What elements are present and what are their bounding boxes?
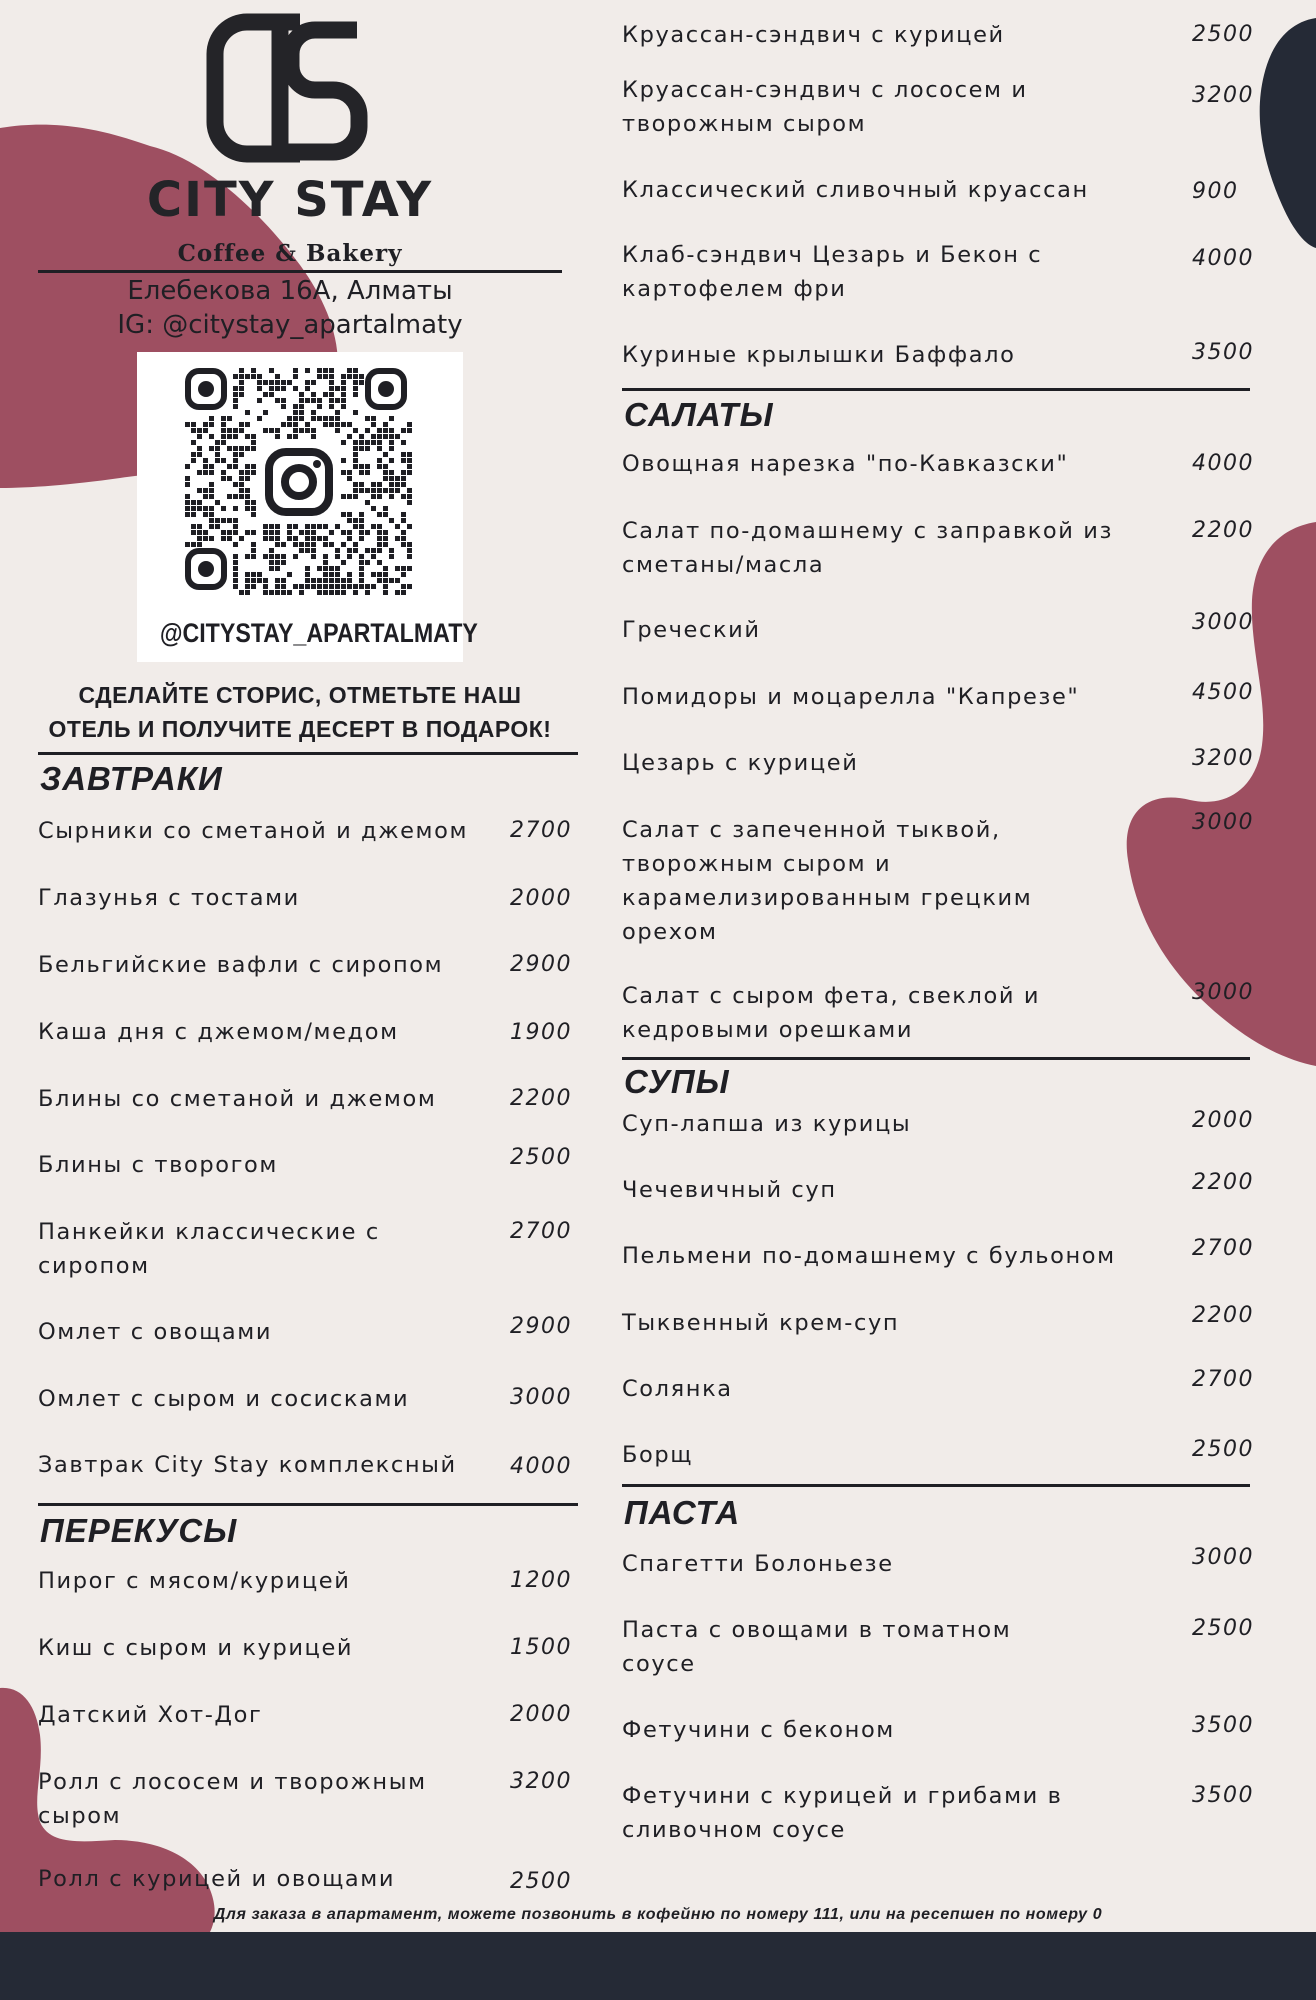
item-name: Клаб-сэндвич Цезарь и Бекон с картофелем фри: [622, 242, 1043, 302]
item-name: Панкейки классические с сиропом: [38, 1219, 380, 1279]
item-name: Глазунья с тостами: [38, 885, 300, 911]
item-price: 4000: [510, 1454, 572, 1479]
item-name: Блины со сметаной и джемом: [38, 1086, 437, 1112]
section-title-salads: САЛАТЫ: [624, 396, 774, 433]
item-price: 3500: [1192, 340, 1254, 365]
promo-line-1: СДЕЛАЙТЕ СТОРИС, ОТМЕТЬТЕ НАШ: [78, 682, 522, 708]
item-name: Омлет с сыром и сосисками: [38, 1386, 410, 1412]
item-price: 2200: [1192, 1303, 1254, 1328]
item-name: Омлет с овощами: [38, 1319, 273, 1345]
item-name: Цезарь с курицей: [622, 750, 859, 776]
cs-monogram-icon: [205, 8, 370, 168]
footer-bar: [0, 1932, 1316, 2000]
item-price: 1900: [510, 1020, 572, 1045]
item-price: 3200: [1192, 83, 1254, 108]
salads-divider: [622, 388, 1250, 391]
brand-subtitle: Coffee & Bakery: [177, 240, 403, 267]
item-price: 2700: [510, 818, 572, 843]
item-price: 1500: [510, 1635, 572, 1660]
item-name: Куриные крылышки Баффало: [622, 342, 1016, 368]
item-price: 2000: [510, 886, 572, 911]
qr-handle-label: @CITYSTAY_APARTALMATY: [159, 618, 478, 648]
item-name: Бельгийские вафли с сиропом: [38, 952, 444, 978]
item-name: Помидоры и моцарелла "Капрезе": [622, 684, 1080, 710]
item-price: 2700: [510, 1219, 572, 1244]
item-name: Датский Хот-Дог: [38, 1702, 263, 1728]
item-price: 2700: [1192, 1367, 1254, 1392]
item-name: Суп-лапша из курицы: [622, 1111, 912, 1137]
qr-code-card[interactable]: [137, 352, 478, 662]
item-name: Фетучини с беконом: [622, 1717, 895, 1743]
item-name: Салат с сыром фета, свеклой и кедровыми орешками: [622, 983, 1041, 1043]
item-name: Завтрак City Stay комплексный: [38, 1452, 457, 1478]
item-price: 3000: [510, 1385, 572, 1410]
promo-line-2: ОТЕЛЬ И ПОЛУЧИТЕ ДЕСЕРТ В ПОДАРОК!: [48, 716, 552, 742]
item-price: 2500: [510, 1145, 572, 1170]
item-name: Борщ: [622, 1442, 694, 1468]
item-price: 2500: [1192, 1437, 1254, 1462]
item-price: 2700: [1192, 1236, 1254, 1261]
item-price: 4000: [1192, 246, 1254, 271]
item-name: Киш с сыром и курицей: [38, 1635, 354, 1661]
item-name: Тыквенный крем-суп: [622, 1310, 900, 1336]
item-name: Греческий: [622, 617, 761, 643]
soups-divider: [622, 1057, 1250, 1060]
item-name: Каша дня с джемом/медом: [38, 1019, 399, 1045]
item-price: 3200: [510, 1769, 572, 1794]
item-name: Солянка: [622, 1376, 733, 1402]
item-name: Овощная нарезка "по-Кавказски": [622, 451, 1069, 477]
item-price: 3200: [1192, 746, 1254, 771]
item-name: Классический сливочный круассан: [622, 177, 1089, 203]
brand-divider: [38, 270, 562, 273]
section-title-snacks: ПЕРЕКУСЫ: [40, 1512, 238, 1549]
address: Елебекова 16А, Алматы: [127, 276, 453, 306]
section-title-pasta: ПАСТА: [624, 1494, 741, 1531]
item-price: 3000: [1192, 610, 1254, 635]
item-price: 3000: [1192, 810, 1254, 835]
item-price: 1200: [510, 1568, 572, 1593]
promo-text: [30, 678, 570, 746]
item-name: Блины с творогом: [38, 1152, 278, 1178]
item-price: 3500: [1192, 1713, 1254, 1738]
snacks-divider: [38, 1503, 578, 1506]
item-name: Ролл с лососем и творожным сыром: [38, 1769, 427, 1829]
section-title-soups: СУПЫ: [624, 1063, 730, 1100]
item-price: 2000: [510, 1702, 572, 1727]
item-name: Салат по-домашнему с заправкой из сметаны/масла: [622, 518, 1114, 578]
item-name: Спагетти Болоньезе: [622, 1551, 894, 1577]
instagram-qr-icon: [137, 352, 463, 614]
item-price: 3000: [1192, 980, 1254, 1005]
footer-note: Для заказа в апартамент, можете позвонить в кофейню по номеру 111, или на ресепшен по номеру 0: [213, 1906, 1103, 1923]
item-name: Салат с запеченной тыквой, творожным сыром и карамелизированным грецким орехом: [622, 817, 1033, 945]
item-price: 4500: [1192, 680, 1254, 705]
breakfast-divider: [38, 752, 578, 755]
item-price: 900: [1192, 179, 1239, 204]
item-name: Чечевичный суп: [622, 1177, 837, 1203]
item-name: Пельмени по-домашнему с бульоном: [622, 1243, 1116, 1269]
brand-name: CITY STAY: [146, 172, 434, 228]
item-name: Круассан-сэндвич с лососем и творожным сыром: [622, 77, 1028, 137]
item-price: 2200: [1192, 518, 1254, 543]
pasta-divider: [622, 1484, 1250, 1487]
item-name: Пирог с мясом/курицей: [38, 1568, 351, 1594]
item-price: 3000: [1192, 1545, 1254, 1570]
item-price: 2900: [510, 1314, 572, 1339]
section-title-breakfast: ЗАВТРАКИ: [40, 760, 223, 797]
item-price: 2900: [510, 952, 572, 977]
item-price: 2000: [1192, 1108, 1254, 1133]
item-name: Сырники со сметаной и джемом: [38, 818, 469, 844]
blob-top-right-dark: [1260, 18, 1316, 248]
item-price: 4000: [1192, 451, 1254, 476]
item-price: 2200: [1192, 1170, 1254, 1195]
item-price: 2200: [510, 1086, 572, 1111]
item-name: Ролл с курицей и овощами: [38, 1866, 396, 1892]
item-name: Паста с овощами в томатном соусе: [622, 1617, 1012, 1677]
item-price: 2500: [510, 1869, 572, 1894]
item-name: Фетучини с курицей и грибами в сливочном соусе: [622, 1783, 1063, 1843]
item-price: 3500: [1192, 1783, 1254, 1808]
instagram-handle[interactable]: IG: @citystay_apartalmaty: [117, 310, 463, 340]
item-price: 2500: [1192, 1616, 1254, 1641]
item-name: Круассан-сэндвич с курицей: [622, 22, 1005, 48]
item-price: 2500: [1192, 22, 1254, 47]
